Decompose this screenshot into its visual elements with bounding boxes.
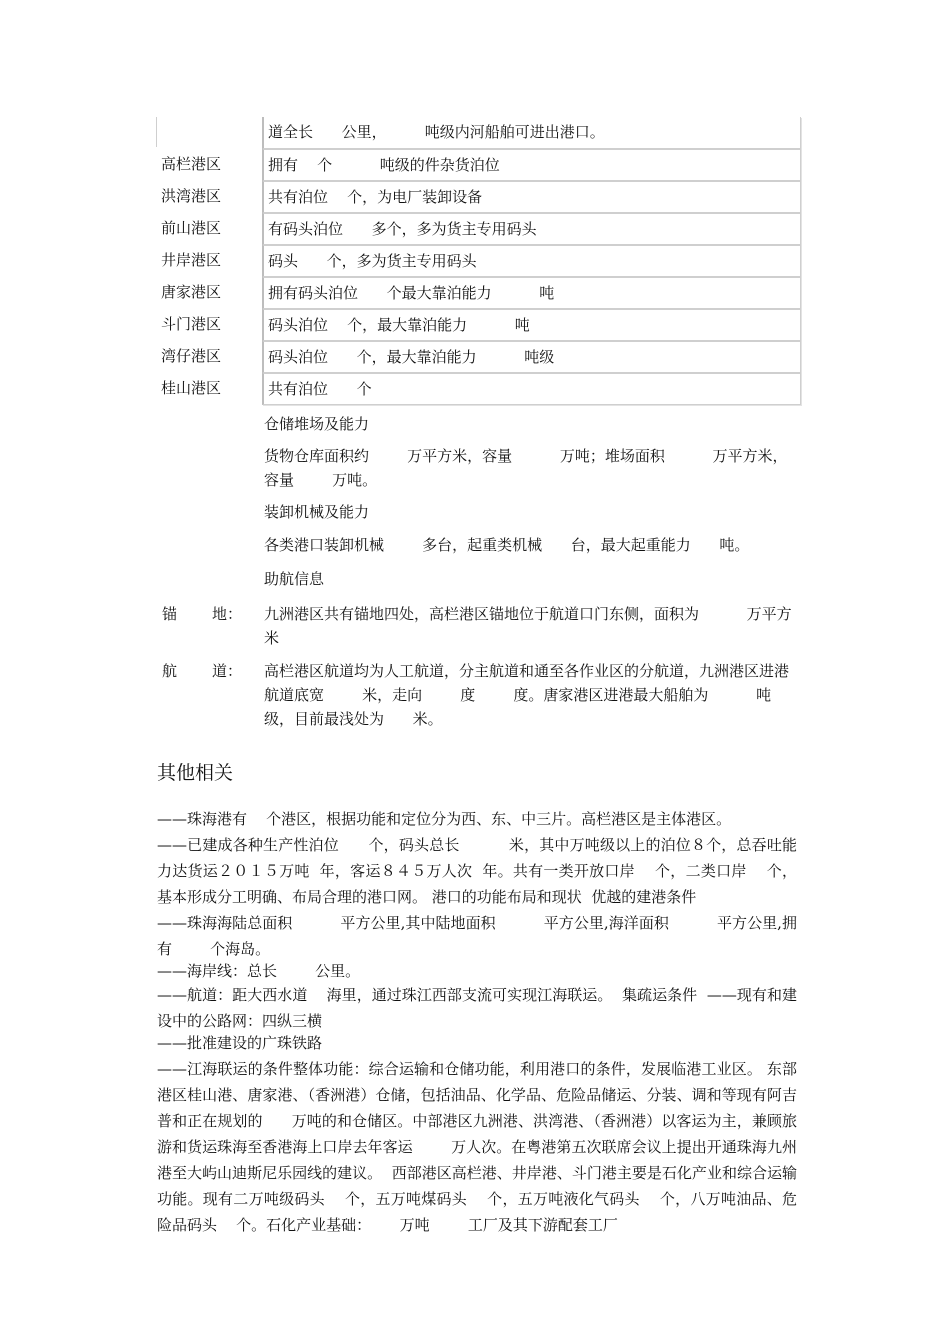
desc-cell: 共有泊位 个，为电厂装卸设备 bbox=[262, 181, 801, 213]
machinery-text: 各类港口装卸机械 多台，起重类机械 台，最大起重能力 吨。 bbox=[264, 536, 750, 554]
table-row bbox=[156, 341, 796, 373]
table-row bbox=[156, 373, 796, 405]
area-cell bbox=[156, 117, 266, 147]
table-row bbox=[156, 277, 796, 309]
channel-label-b: 道： bbox=[211, 662, 242, 680]
desc-cell: 拥有 个 吨级的件杂货泊位 bbox=[262, 149, 801, 181]
navaid-title: 助航信息 bbox=[264, 570, 325, 588]
paragraph: ——海岸线：总长 公里。 bbox=[157, 962, 361, 980]
area-cell: 唐家港区 bbox=[161, 283, 222, 301]
desc-cell: 共有泊位 个 bbox=[262, 373, 801, 405]
desc-cell: 码头 个，多为货主专用码头 bbox=[262, 245, 801, 277]
storage-title: 仓储堆场及能力 bbox=[264, 415, 370, 433]
section-heading: 其他相关 bbox=[157, 762, 234, 784]
desc-cell: 道全长 公里， 吨级内河船舶可进出港口。 bbox=[262, 117, 801, 149]
area-cell: 桂山港区 bbox=[161, 379, 222, 397]
channel-text: 高栏港区航道均为人工航道，分主航道和通至各作业区的分航道，九洲港区进港航道底宽 米，走向 度 度。唐家港区进港最大船舶为 吨级，目前最浅处为 米。 bbox=[264, 662, 790, 728]
area-cell: 斗门港区 bbox=[161, 315, 222, 333]
paragraph: ——批准建设的广珠铁路 bbox=[157, 1034, 323, 1052]
port-area-table bbox=[156, 117, 796, 405]
paragraph: ——已建成各种生产性泊位 个，码头总长 米，其中万吨级以上的泊位８个，总吞吐能力达货运２０１５万吨 年，客运８４５万人次 年。共有一类开放口岸 个，二类口岸 个，基本形成分工明确、布局合理的港口网。 港口的功能布局和现状 优越的建港条件 bbox=[157, 836, 797, 906]
table-row bbox=[156, 309, 796, 341]
table-row bbox=[156, 245, 796, 277]
machinery-title: 装卸机械及能力 bbox=[264, 503, 370, 521]
area-cell: 高栏港区 bbox=[161, 155, 222, 173]
anchorage-label-b: 地： bbox=[211, 605, 242, 623]
desc-cell: 有码头泊位 多个，多为货主专用码头 bbox=[262, 213, 801, 245]
anchorage-label-a: 锚 bbox=[162, 605, 178, 623]
area-cell: 洪湾港区 bbox=[161, 187, 222, 205]
area-cell: 湾仔港区 bbox=[161, 347, 222, 365]
area-cell: 井岸港区 bbox=[161, 251, 222, 269]
table-row bbox=[156, 213, 796, 245]
paragraph: ——江海联运的条件整体功能：综合运输和仓储功能，利用港口的条件，发展临港工业区。 东部港区桂山港、唐家港、（香洲港）仓储，包括油品、化学品、危险品储运、分装、调和等现有阿吉普和正在规划的 万吨的和仓储区。中部港区九洲港、洪湾港、（香洲港）以客运为主，兼顾旅游和货运珠海至香港海上口岸去年客运 万人次。在粤港第五次联席会议上提出开通珠海九州港至大屿山迪斯尼乐园线的建议。 西部港区高栏港、井岸港、斗门港主要是石化产业和综合运输功能。现有二万吨级码头 个，五万吨煤码头 个，五万吨液化气码头 个，八万吨油品、危险品码头 个。石化产业基础： 万吨 工厂及其下游配套工厂 bbox=[157, 1060, 797, 1234]
anchorage-text: 九洲港区共有锚地四处，高栏港区锚地位于航道口门东侧，面积为 万平方米 bbox=[264, 605, 792, 647]
paragraph: ——航道：距大西水道 海里，通过珠江西部支流可实现江海联运。 集疏运条件 ——现有和建设中的公路网：四纵三横 bbox=[157, 986, 797, 1030]
paragraph: ——珠海海陆总面积 平方公里,其中陆地面积 平方公里,海洋面积 平方公里,拥有 个海岛。 bbox=[157, 914, 797, 958]
table-row bbox=[156, 181, 796, 213]
desc-cell: 拥有码头泊位 个最大靠泊能力 吨 bbox=[262, 277, 801, 309]
desc-cell: 码头泊位 个，最大靠泊能力 吨级 bbox=[262, 341, 801, 373]
storage-text: 货物仓库面积约 万平方米，容量 万吨；堆场面积 万平方米，容量 万吨。 bbox=[264, 447, 788, 489]
table-row bbox=[156, 117, 796, 149]
channel-label bbox=[162, 659, 242, 683]
area-cell: 前山港区 bbox=[161, 219, 222, 237]
channel-label-a: 航 bbox=[162, 662, 178, 680]
table-row bbox=[156, 149, 796, 181]
anchorage-label bbox=[162, 602, 242, 626]
paragraph: ——珠海港有 个港区，根据功能和定位分为西、东、中三片。高栏港区是主体港区。 bbox=[157, 810, 732, 828]
desc-cell: 码头泊位 个，最大靠泊能力 吨 bbox=[262, 309, 801, 341]
